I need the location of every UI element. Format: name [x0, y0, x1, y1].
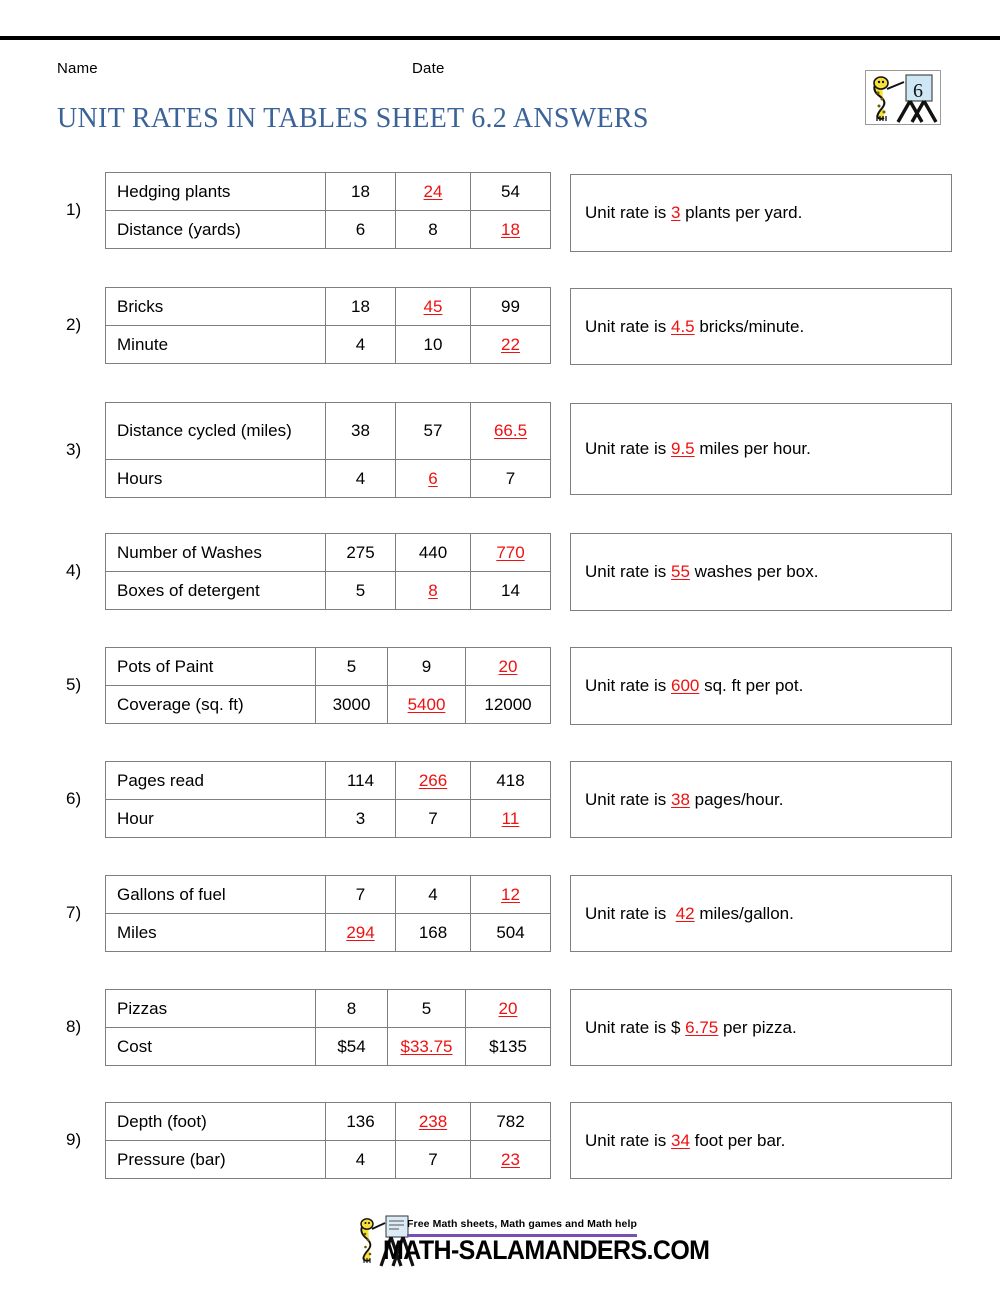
row-label: Minute	[106, 326, 326, 364]
answer-cell	[466, 648, 551, 686]
cell-value: 5	[346, 656, 357, 676]
cell-value: 3	[355, 808, 366, 828]
answer-prefix: Unit rate is	[585, 316, 671, 336]
cell-value: 99	[501, 296, 520, 316]
value-cell	[396, 403, 471, 460]
rate-table	[105, 533, 551, 610]
table-row	[106, 648, 551, 686]
table-row	[106, 211, 551, 249]
answer-cell	[471, 534, 551, 572]
row-label: Pots of Paint	[106, 648, 316, 686]
value-cell	[471, 762, 551, 800]
unit-rate-answer-box	[570, 761, 952, 838]
answer-prefix: Unit rate is	[585, 676, 671, 695]
answer-prefix: Unit rate is $	[585, 1017, 686, 1037]
answer-statement	[571, 439, 811, 459]
answer-cell	[396, 460, 471, 498]
answer-value: 45	[423, 296, 443, 316]
value-cell	[316, 686, 388, 724]
table-row	[106, 762, 551, 800]
value-cell	[471, 914, 551, 952]
cell-value: 3000	[332, 694, 371, 714]
grade-logo-box	[865, 70, 941, 125]
value-cell	[326, 1141, 396, 1179]
table-row	[106, 173, 551, 211]
value-cell	[466, 1028, 551, 1066]
answer-statement	[571, 562, 818, 582]
row-label: Cost	[106, 1028, 316, 1066]
cell-value: 7	[428, 808, 438, 828]
answer-statement	[571, 790, 783, 810]
cell-value: 4	[428, 884, 438, 904]
cell-value: 10	[423, 334, 443, 354]
value-cell	[326, 403, 396, 460]
unit-rate-answer-box	[570, 875, 952, 952]
answer-cell	[471, 403, 551, 460]
answer-suffix: miles per hour.	[694, 439, 811, 458]
table-row	[106, 326, 551, 364]
rate-table	[105, 287, 551, 364]
question-number: 5)	[66, 675, 82, 694]
answer-cell	[466, 990, 551, 1028]
answer-cell	[388, 1028, 466, 1066]
row-label: Boxes of detergent	[106, 572, 326, 610]
cell-value: 7	[428, 1149, 438, 1169]
rate-table	[105, 1102, 551, 1179]
answer-cell	[396, 1103, 471, 1141]
cell-value: $135	[489, 1036, 527, 1056]
question-row	[0, 761, 1000, 844]
answer-cell	[471, 800, 551, 838]
answer-prefix: Unit rate is	[585, 562, 671, 581]
answer-suffix: foot per bar.	[689, 1130, 786, 1150]
answer-statement	[571, 1131, 785, 1151]
table-row	[106, 403, 551, 460]
answer-value: 4.5	[670, 316, 695, 336]
cell-value: 7	[505, 468, 516, 488]
answer-cell	[396, 762, 471, 800]
answer-suffix: per pizza.	[718, 1017, 797, 1037]
answer-value: 5400	[407, 694, 446, 714]
answer-value: 23	[501, 1149, 520, 1169]
value-cell	[326, 288, 396, 326]
answer-cell	[396, 288, 471, 326]
cell-value: 5	[421, 998, 432, 1018]
cell-value: 5	[355, 580, 366, 600]
value-cell	[471, 173, 551, 211]
unit-rate-answer-box	[570, 288, 952, 365]
value-cell	[326, 326, 396, 364]
answer-value: 266	[418, 770, 448, 790]
answer-cell	[471, 211, 551, 249]
answer-prefix: Unit rate is	[585, 439, 671, 458]
answer-value: 66.5	[493, 421, 528, 441]
value-cell	[326, 460, 396, 498]
value-cell	[316, 1028, 388, 1066]
footer-tagline: Free Math sheets, Math games and Math help	[407, 1218, 637, 1230]
answer-value: 24	[423, 181, 443, 201]
answer-value: 600	[670, 676, 700, 695]
name-field-label: Name	[57, 60, 98, 77]
answer-suffix: plants per yard.	[680, 203, 803, 222]
value-cell	[471, 460, 551, 498]
cell-value: 440	[418, 542, 448, 562]
answer-value: 20	[498, 656, 518, 676]
row-label: Depth (foot)	[106, 1103, 326, 1141]
question-number: 8)	[66, 1017, 82, 1036]
value-cell	[388, 990, 466, 1028]
value-cell	[471, 288, 551, 326]
question-row	[0, 1102, 1000, 1185]
answer-cell	[471, 326, 551, 364]
answer-value: 6.75	[685, 1017, 719, 1037]
answer-cell	[471, 876, 551, 914]
row-label: Pages read	[106, 762, 326, 800]
table-row	[106, 1141, 551, 1179]
row-label: Gallons of fuel	[106, 876, 326, 914]
answer-value: 6	[428, 468, 438, 488]
row-label: Hours	[106, 460, 326, 498]
cell-value: 168	[418, 922, 448, 942]
value-cell	[396, 326, 471, 364]
cell-value: 7	[355, 884, 366, 904]
question-row	[0, 287, 1000, 370]
answer-cell	[396, 572, 471, 610]
question-row	[0, 875, 1000, 958]
table-row	[106, 572, 551, 610]
svg-text:6: 6	[913, 80, 923, 102]
question-row	[0, 402, 1000, 500]
value-cell	[388, 648, 466, 686]
row-label: Distance cycled (miles)	[106, 403, 326, 460]
question-number: 2)	[66, 315, 82, 334]
unit-rate-answer-box	[570, 989, 952, 1066]
answer-statement	[571, 317, 804, 337]
answer-statement	[571, 676, 803, 696]
question-number: 7)	[66, 903, 82, 922]
table-row	[106, 990, 551, 1028]
cell-value: 504	[496, 922, 525, 942]
answer-value: 294	[346, 922, 375, 942]
value-cell	[396, 800, 471, 838]
cell-value: 18	[351, 296, 370, 316]
cell-value: 4	[355, 334, 366, 354]
row-label: Coverage (sq. ft)	[106, 686, 316, 724]
row-label: Pressure (bar)	[106, 1141, 326, 1179]
answer-value: 11	[501, 808, 520, 828]
table-row	[106, 288, 551, 326]
answer-cell	[471, 1141, 551, 1179]
unit-rate-answer-box	[570, 1102, 952, 1179]
question-number: 6)	[66, 789, 82, 808]
answer-prefix: Unit rate is	[585, 1130, 671, 1150]
answer-statement	[571, 203, 802, 223]
answer-value: 55	[670, 562, 690, 581]
answer-statement	[571, 904, 794, 924]
answer-value: 34	[670, 1130, 690, 1150]
value-cell	[466, 686, 551, 724]
answer-value: 38	[670, 789, 690, 809]
table-row	[106, 876, 551, 914]
cell-value: 8	[428, 219, 438, 239]
cell-value: 57	[423, 421, 443, 441]
unit-rate-answer-box	[570, 174, 952, 252]
unit-rate-answer-box	[570, 647, 952, 725]
table-row	[106, 1028, 551, 1066]
value-cell	[316, 648, 388, 686]
question-number: 4)	[66, 561, 82, 580]
rate-table	[105, 761, 551, 838]
question-row	[0, 647, 1000, 731]
answer-cell	[326, 914, 396, 952]
salamander-easel-icon	[866, 71, 940, 124]
answer-suffix: pages/hour.	[689, 789, 784, 809]
answer-prefix: Unit rate is	[585, 789, 671, 809]
answer-value: 20	[498, 998, 518, 1018]
rate-table	[105, 647, 551, 724]
question-row	[0, 533, 1000, 617]
answer-value: 770	[496, 542, 525, 562]
rate-table	[105, 172, 551, 249]
unit-rate-answer-box	[570, 533, 952, 611]
answer-value: 238	[418, 1111, 448, 1131]
question-number: 3)	[66, 440, 82, 459]
value-cell	[396, 534, 471, 572]
rate-table	[105, 875, 551, 952]
answer-value: 12	[501, 884, 520, 904]
cell-value: 4	[355, 468, 366, 488]
table-row	[106, 460, 551, 498]
answer-value: 42	[675, 903, 695, 923]
row-label: Miles	[106, 914, 326, 952]
date-field-label: Date	[412, 60, 445, 77]
row-label: Hour	[106, 800, 326, 838]
row-label: Hedging plants	[106, 173, 326, 211]
answer-suffix: miles/gallon.	[694, 903, 794, 923]
question-row	[0, 989, 1000, 1072]
row-label: Number of Washes	[106, 534, 326, 572]
page-title: UNIT RATES IN TABLES SHEET 6.2 ANSWERS	[57, 103, 649, 134]
value-cell	[326, 211, 396, 249]
cell-value: 418	[496, 770, 525, 790]
answer-suffix: sq. ft per pot.	[699, 676, 804, 695]
value-cell	[326, 534, 396, 572]
answer-suffix: bricks/minute.	[694, 316, 805, 336]
cell-value: 136	[346, 1111, 375, 1131]
footer-wordmark[interactable]: MATH-SALAMANDERS.COM	[383, 1235, 710, 1266]
value-cell	[316, 990, 388, 1028]
value-cell	[326, 173, 396, 211]
table-row	[106, 914, 551, 952]
cell-value: 9	[421, 656, 432, 676]
value-cell	[396, 1141, 471, 1179]
value-cell	[326, 572, 396, 610]
answer-value: 22	[501, 334, 520, 354]
value-cell	[396, 876, 471, 914]
answer-value: $33.75	[400, 1036, 453, 1056]
answer-value: 8	[428, 580, 438, 600]
table-row	[106, 800, 551, 838]
value-cell	[326, 1103, 396, 1141]
row-label: Pizzas	[106, 990, 316, 1028]
value-cell	[326, 762, 396, 800]
value-cell	[326, 876, 396, 914]
cell-value: 38	[351, 421, 370, 441]
answer-value: 18	[501, 219, 520, 239]
cell-value: $54	[337, 1036, 366, 1056]
header-rule	[0, 36, 1000, 40]
value-cell	[326, 800, 396, 838]
answer-value: 3	[670, 203, 681, 222]
rate-table	[105, 989, 551, 1066]
cell-value: 6	[355, 219, 366, 239]
answer-statement	[571, 1018, 797, 1038]
rate-table	[105, 402, 551, 498]
question-number: 1)	[66, 200, 82, 219]
answer-suffix: washes per box.	[689, 562, 819, 581]
cell-value: 782	[496, 1111, 525, 1131]
cell-value: 18	[351, 181, 370, 201]
value-cell	[396, 914, 471, 952]
value-cell	[396, 211, 471, 249]
site-footer	[355, 1208, 710, 1270]
answer-cell	[388, 686, 466, 724]
table-row	[106, 686, 551, 724]
answer-prefix: Unit rate is	[585, 903, 676, 923]
answer-prefix: Unit rate is	[585, 203, 671, 222]
question-row	[0, 172, 1000, 256]
question-number: 9)	[66, 1130, 82, 1149]
row-label: Bricks	[106, 288, 326, 326]
answer-cell	[396, 173, 471, 211]
answer-value: 9.5	[670, 439, 695, 458]
cell-value: 114	[346, 770, 375, 790]
cell-value: 275	[346, 542, 375, 562]
row-label: Distance (yards)	[106, 211, 326, 249]
cell-value: 8	[346, 998, 357, 1018]
value-cell	[471, 572, 551, 610]
cell-value: 4	[355, 1149, 366, 1169]
cell-value: 14	[501, 580, 520, 600]
table-row	[106, 534, 551, 572]
unit-rate-answer-box	[570, 403, 952, 495]
cell-value: 54	[501, 181, 520, 201]
cell-value: 12000	[484, 694, 532, 714]
value-cell	[471, 1103, 551, 1141]
table-row	[106, 1103, 551, 1141]
